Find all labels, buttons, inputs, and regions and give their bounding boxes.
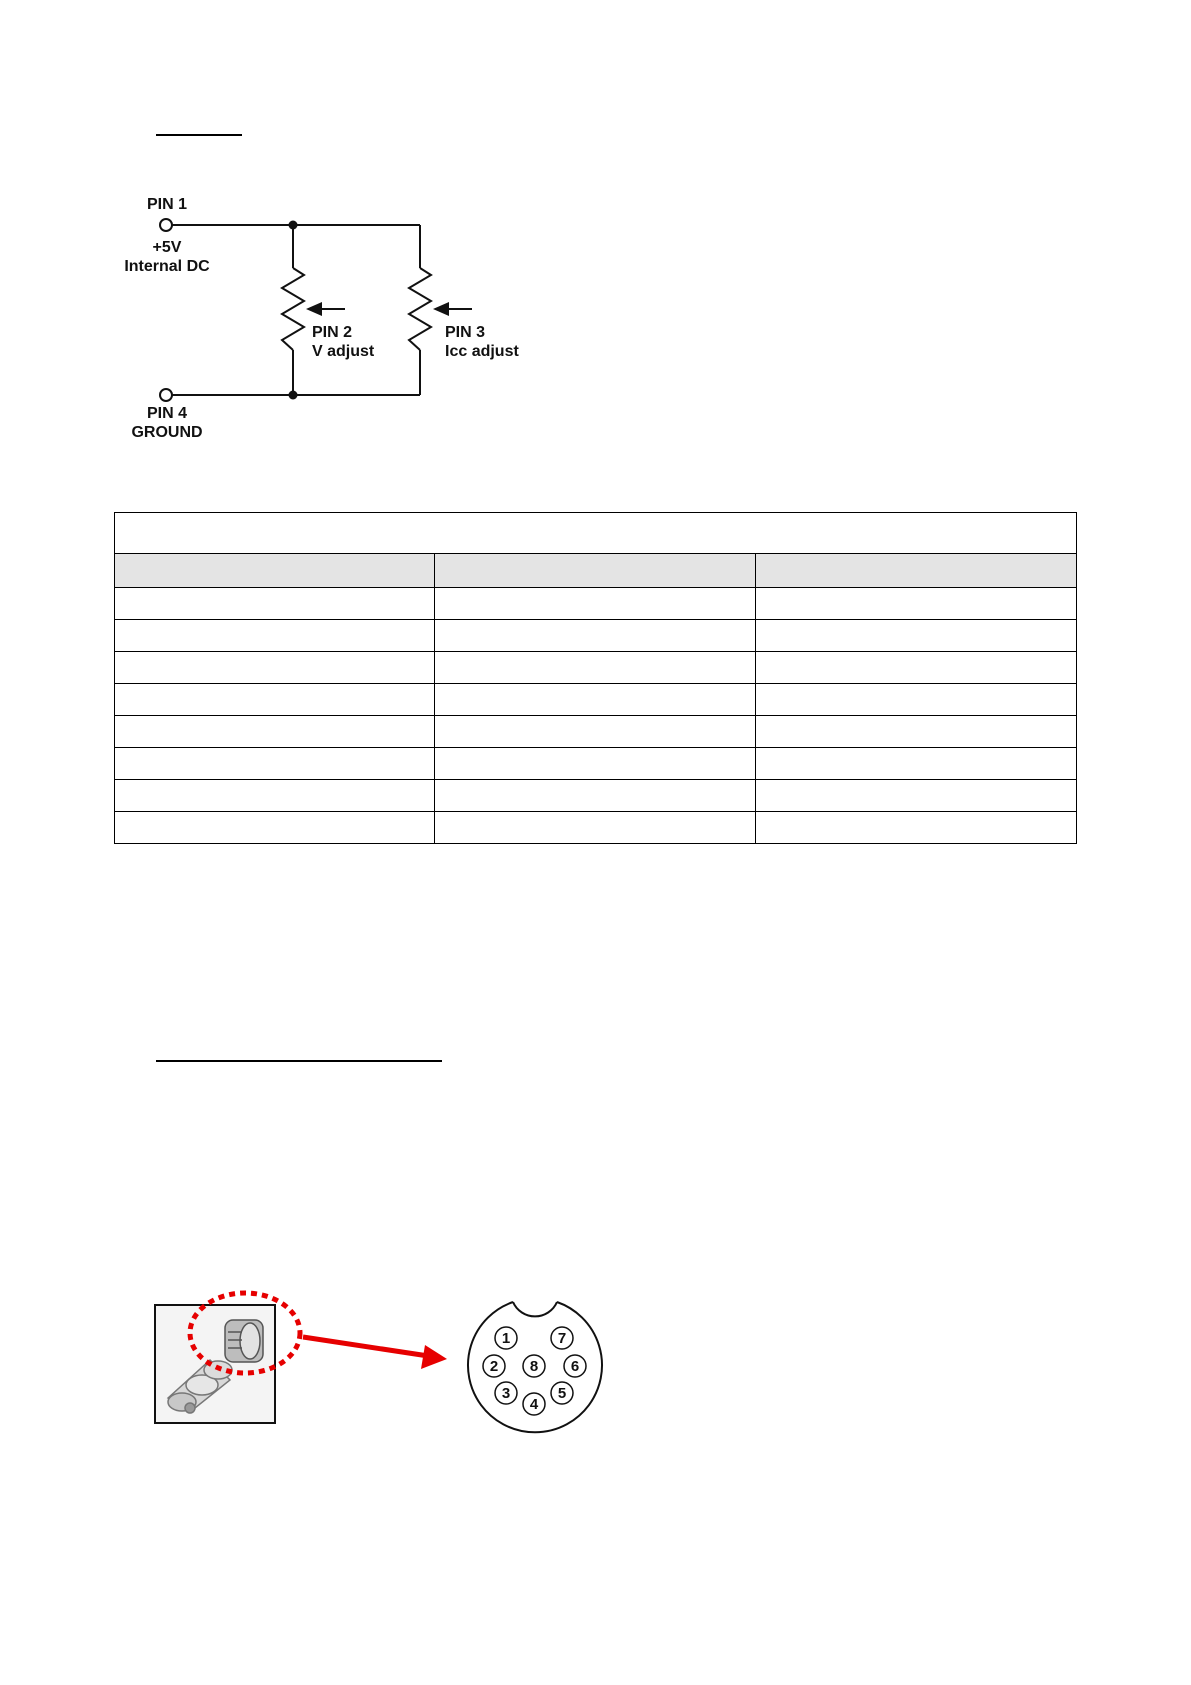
table-cell bbox=[756, 748, 1077, 780]
pin3-description: Icc adjust bbox=[445, 343, 519, 360]
table-cell bbox=[115, 684, 435, 716]
table-cell bbox=[756, 812, 1077, 844]
table-cell bbox=[435, 780, 756, 812]
callout-arrow bbox=[185, 1285, 460, 1385]
potentiometer-schematic bbox=[0, 0, 600, 460]
table-cell bbox=[115, 780, 435, 812]
pin1-label: PIN 1 bbox=[146, 196, 188, 213]
table-caption bbox=[115, 513, 1077, 554]
pin-1-number: 1 bbox=[501, 1330, 511, 1347]
table-cell bbox=[756, 652, 1077, 684]
table-row bbox=[115, 620, 1077, 652]
pin-7-number: 7 bbox=[557, 1330, 567, 1347]
table-row bbox=[115, 652, 1077, 684]
table-cell bbox=[115, 620, 435, 652]
table-cell bbox=[115, 812, 435, 844]
table-header-cell bbox=[435, 554, 756, 588]
pin-4-number: 4 bbox=[529, 1396, 539, 1413]
table-cell bbox=[115, 588, 435, 620]
table-row bbox=[115, 684, 1077, 716]
section-heading-underline-2 bbox=[156, 1060, 442, 1062]
table-row bbox=[115, 588, 1077, 620]
table-header-row bbox=[115, 554, 1077, 588]
table-cell bbox=[435, 620, 756, 652]
pin3-label: PIN 3 bbox=[445, 324, 486, 341]
table-header-cell bbox=[756, 554, 1077, 588]
table-cell bbox=[756, 684, 1077, 716]
table-cell bbox=[756, 620, 1077, 652]
table-cell bbox=[756, 588, 1077, 620]
table-cell bbox=[435, 812, 756, 844]
table-row bbox=[115, 812, 1077, 844]
pin-6-number: 6 bbox=[570, 1358, 580, 1375]
table-cell bbox=[435, 748, 756, 780]
table-cell bbox=[115, 652, 435, 684]
pin-8-number: 8 bbox=[529, 1358, 539, 1375]
table-cell bbox=[756, 716, 1077, 748]
table-row bbox=[115, 748, 1077, 780]
table-cell bbox=[435, 716, 756, 748]
table-header-cell bbox=[115, 554, 435, 588]
pin4-description: GROUND bbox=[131, 424, 203, 441]
table-cell bbox=[115, 716, 435, 748]
table-cell bbox=[115, 748, 435, 780]
table-cell bbox=[435, 588, 756, 620]
connector-pinout-diagram bbox=[465, 1298, 605, 1440]
pin2-label: PIN 2 bbox=[312, 324, 353, 341]
table-row bbox=[115, 716, 1077, 748]
pin-5-number: 5 bbox=[557, 1385, 567, 1402]
pin1-description: Internal DC bbox=[124, 258, 210, 275]
table-cell bbox=[435, 684, 756, 716]
table-cell bbox=[756, 780, 1077, 812]
table-row bbox=[115, 780, 1077, 812]
table-cell bbox=[435, 652, 756, 684]
specification-table bbox=[114, 512, 1077, 844]
pin-3-number: 3 bbox=[501, 1385, 511, 1402]
pin1-voltage: +5V bbox=[152, 239, 182, 256]
pin4-label: PIN 4 bbox=[146, 405, 188, 422]
pin2-description: V adjust bbox=[312, 343, 375, 360]
pin-2-number: 2 bbox=[489, 1358, 499, 1375]
